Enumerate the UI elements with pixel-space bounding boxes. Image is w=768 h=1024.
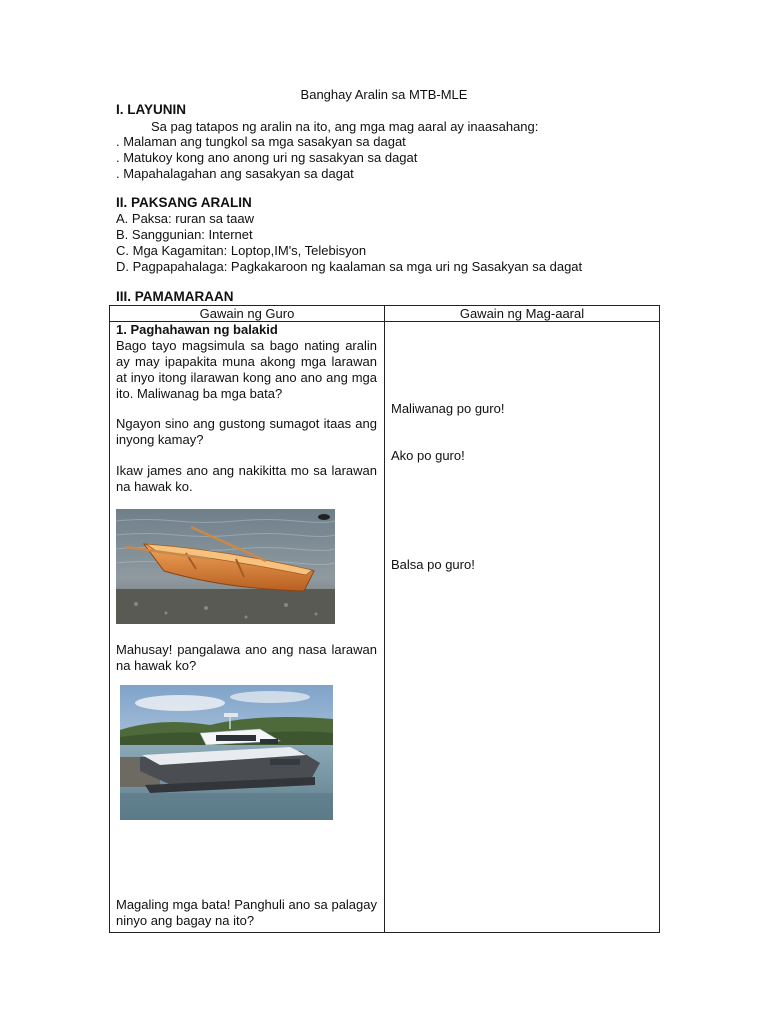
mag-aaral-response: Ako po guro! xyxy=(391,448,465,463)
guro-paragraph: Ngayon sino ang gustong sumagot itaas ang inyong kamay? xyxy=(116,416,377,447)
guro-paragraph: Bago tayo magsimula sa bago nating aralin ay may ipapakita muna akong mga larawan at inyo itong ilarawan kong ano ano ang mga ito. Maliwanag ba mga bata? xyxy=(116,338,377,401)
mag-aaral-cell xyxy=(385,322,660,933)
guro-paragraph: Ikaw james ano ang nakikitta mo sa larawan na hawak ko. xyxy=(116,463,377,494)
table-header-row xyxy=(110,306,660,322)
guro-cell xyxy=(110,322,385,933)
pamamaraan-table xyxy=(109,305,660,933)
column-header-mag-aaral: Gawain ng Mag-aaral xyxy=(385,306,660,322)
rowboat-photo xyxy=(116,509,335,624)
section-pamamaraan-heading: III. PAMAMARAAN xyxy=(116,289,234,304)
document-title: Banghay Aralin sa MTB-MLE xyxy=(300,87,468,102)
layunin-item: . Malaman ang tungkol sa mga sasakyan sa dagat xyxy=(116,134,406,149)
column-header-guro: Gawain ng Guro xyxy=(110,306,385,322)
layunin-item: . Mapahalagahan ang sasakyan sa dagat xyxy=(116,166,354,181)
paksang-aralin-item: D. Pagpapahalaga: Pagkakaroon ng kaalaman sa mga uri ng Sasakyan sa dagat xyxy=(116,259,583,274)
guro-paragraph: Mahusay! pangalawa ano ang nasa larawan na hawak ko? xyxy=(116,642,377,673)
paksang-aralin-item: C. Mga Kagamitan: Loptop,IM's, Telebisyon xyxy=(116,243,367,258)
layunin-item: . Matukoy kong ano anong uri ng sasakyan sa dagat xyxy=(116,150,418,165)
mag-aaral-response: Balsa po guro! xyxy=(391,557,475,572)
paksang-aralin-item: A. Paksa: ruran sa taaw xyxy=(116,211,255,226)
mag-aaral-response: Maliwanag po guro! xyxy=(391,401,505,416)
section-layunin-heading: I. LAYUNIN xyxy=(116,102,187,117)
guro-paragraph: Magaling mga bata! Panghuli ano sa palagay ninyo ang bagay na ito? xyxy=(116,897,377,928)
guro-subheading: 1. Paghahawan ng balakid xyxy=(116,322,278,337)
paksang-aralin-item: B. Sanggunian: Internet xyxy=(116,227,253,242)
table-row xyxy=(110,322,660,933)
catamaran-photo xyxy=(120,685,333,820)
section-paksang-aralin-heading: II. PAKSANG ARALIN xyxy=(116,195,252,210)
layunin-intro: Sa pag tatapos ng aralin na ito, ang mga mag aaral ay inaasahang: xyxy=(151,119,539,134)
